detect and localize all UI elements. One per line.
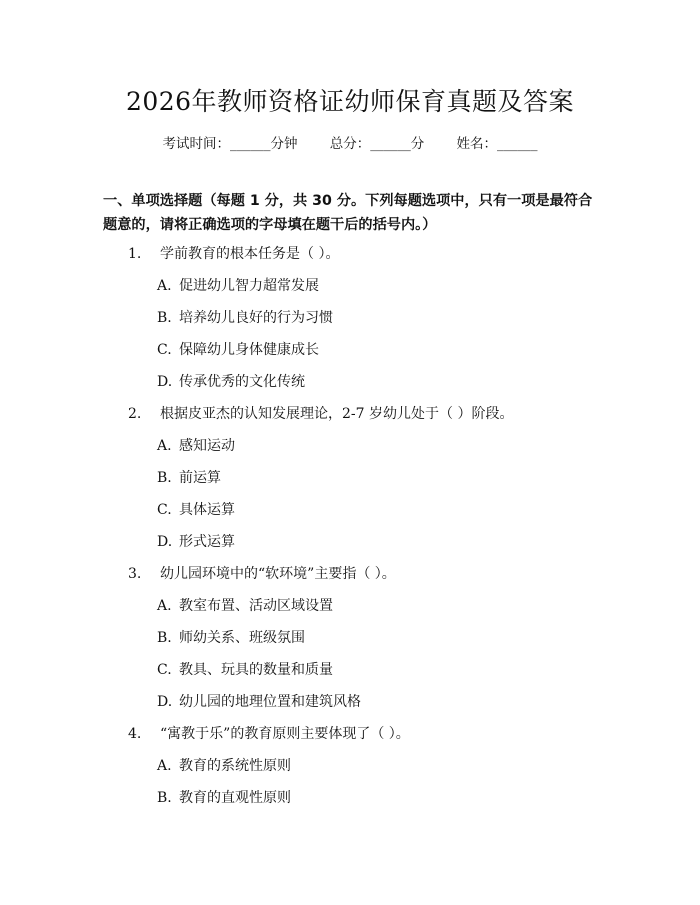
option-text: 保障幼儿身体健康成长 xyxy=(179,342,319,358)
option-3d xyxy=(157,691,361,711)
question-text: 根据皮亚杰的认知发展理论，2-7 岁幼儿处于（ ）阶段。 xyxy=(160,406,514,422)
option-letter: A. xyxy=(157,438,172,454)
question-number: 4. xyxy=(128,726,142,742)
option-4b xyxy=(157,787,291,807)
option-letter: B. xyxy=(157,310,172,326)
page-title: 2026年教师资格证幼师保育真题及答案 xyxy=(125,87,575,116)
option-text: 促进幼儿智力超常发展 xyxy=(179,278,319,294)
option-4a xyxy=(157,755,291,775)
option-text: 具体运算 xyxy=(179,502,235,518)
option-letter: C. xyxy=(157,662,172,678)
name-field: 姓名：______ xyxy=(456,136,538,152)
option-letter: D. xyxy=(157,534,173,550)
question-number: 3. xyxy=(128,566,142,582)
option-text: 感知运动 xyxy=(179,438,235,454)
question-text: “寓教于乐”的教育原则主要体现了（ ）。 xyxy=(160,726,410,742)
option-letter: A. xyxy=(157,598,172,614)
option-letter: B. xyxy=(157,790,172,806)
option-text: 教室布置、活动区域设置 xyxy=(179,598,333,614)
option-letter: A. xyxy=(157,758,172,774)
option-1a xyxy=(157,275,319,295)
question-1 xyxy=(128,243,339,263)
option-2d xyxy=(157,531,235,551)
question-3 xyxy=(128,563,396,583)
option-2a xyxy=(157,435,235,455)
option-2c xyxy=(157,499,235,519)
option-text: 幼儿园的地理位置和建筑风格 xyxy=(179,694,361,710)
option-text: 教具、玩具的数量和质量 xyxy=(179,662,333,678)
option-1d xyxy=(157,371,305,391)
question-number: 2. xyxy=(128,406,142,422)
option-2b xyxy=(157,467,221,487)
section-heading: 一、单项选择题（每题 1 分，共 30 分。下列每题选项中，只有一项是最符合题意的，请将正确选项的字母填在题干后的括号内。） xyxy=(103,193,593,233)
exam-time-field: 考试时间：______分钟 xyxy=(162,136,298,152)
option-letter: C. xyxy=(157,342,172,358)
option-text: 师幼关系、班级氛围 xyxy=(179,630,305,646)
option-3a xyxy=(157,595,333,615)
option-letter: C. xyxy=(157,502,172,518)
question-number: 1. xyxy=(128,246,142,262)
option-letter: B. xyxy=(157,630,172,646)
question-text: 学前教育的根本任务是（ ）。 xyxy=(160,246,340,262)
option-1c xyxy=(157,339,319,359)
question-4 xyxy=(128,723,410,743)
option-3b xyxy=(157,627,305,647)
option-letter: A. xyxy=(157,278,172,294)
option-3c xyxy=(157,659,333,679)
option-letter: D. xyxy=(157,694,173,710)
option-1b xyxy=(157,307,333,327)
option-text: 教育的系统性原则 xyxy=(179,758,291,774)
option-text: 前运算 xyxy=(179,470,221,486)
option-text: 教育的直观性原则 xyxy=(179,790,291,806)
option-text: 培养幼儿良好的行为习惯 xyxy=(179,310,333,326)
option-letter: D. xyxy=(157,374,173,390)
exam-meta xyxy=(0,132,700,152)
total-score-field: 总分：______分 xyxy=(329,136,425,152)
option-letter: B. xyxy=(157,470,172,486)
question-text: 幼儿园环境中的“软环境”主要指（ ）。 xyxy=(160,566,396,582)
option-text: 传承优秀的文化传统 xyxy=(179,374,305,390)
option-text: 形式运算 xyxy=(179,534,235,550)
question-2 xyxy=(128,403,513,423)
